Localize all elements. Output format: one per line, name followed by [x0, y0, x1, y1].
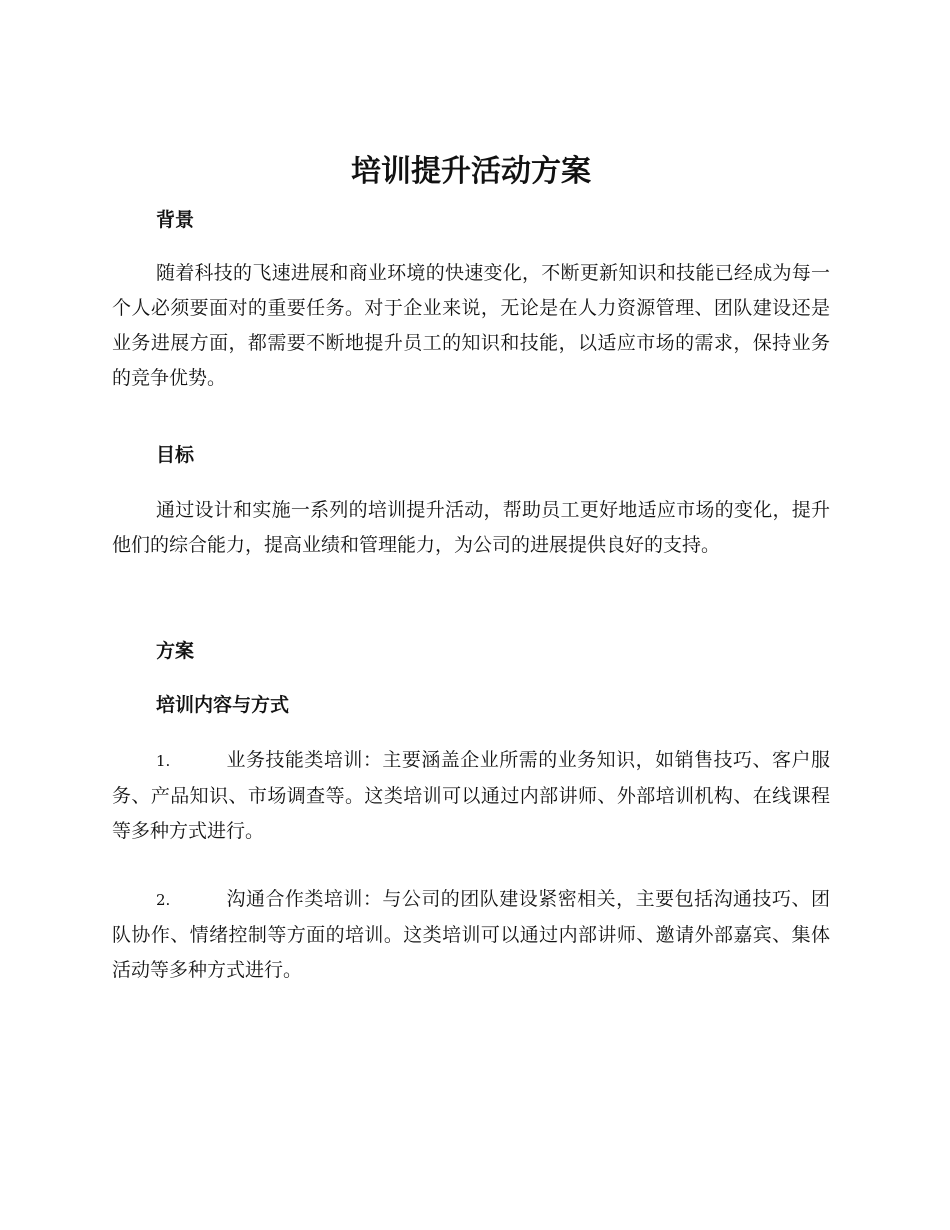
- document-title: 培训提升活动方案: [351, 154, 591, 189]
- goal-paragraph: 通过设计和实施一系列的培训提升活动，帮助员工更好地适应市场的变化，提升他们的综合能力，提高业绩和管理能力，为公司的进展提供良好的支持。: [112, 499, 830, 556]
- list-item: [112, 882, 830, 988]
- subsection-heading-training: 培训内容与方式: [156, 694, 290, 716]
- section-heading-background: 背景: [156, 209, 195, 231]
- list-item-text: 沟通合作类培训：与公司的团队建设紧密相关，主要包括沟通技巧、团队协作、情绪控制等方面的培训。这类培训可以通过内部讲师、邀请外部嘉宾、集体活动等多种方式进行。: [112, 888, 830, 981]
- background-paragraph: 随着科技的飞速进展和商业环境的快速变化，不断更新知识和技能已经成为每一个人必须要面对的重要任务。对于企业来说，无论是在人力资源管理、团队建设还是业务进展方面，都需要不断地提升员工的知识和技能，以适应市场的需求，保持业务的竞争优势。: [112, 262, 830, 389]
- list-item-number: 1.: [156, 752, 171, 770]
- list-item-text: 业务技能类培训：主要涵盖企业所需的业务知识，如销售技巧、客户服务、产品知识、市场调查等。这类培训可以通过内部讲师、外部培训机构、在线课程等多种方式进行。: [112, 749, 830, 842]
- section-heading-plan: 方案: [156, 640, 195, 662]
- list-item: [112, 743, 830, 849]
- section-heading-goal: 目标: [156, 444, 195, 466]
- list-item-number: 2.: [156, 891, 171, 909]
